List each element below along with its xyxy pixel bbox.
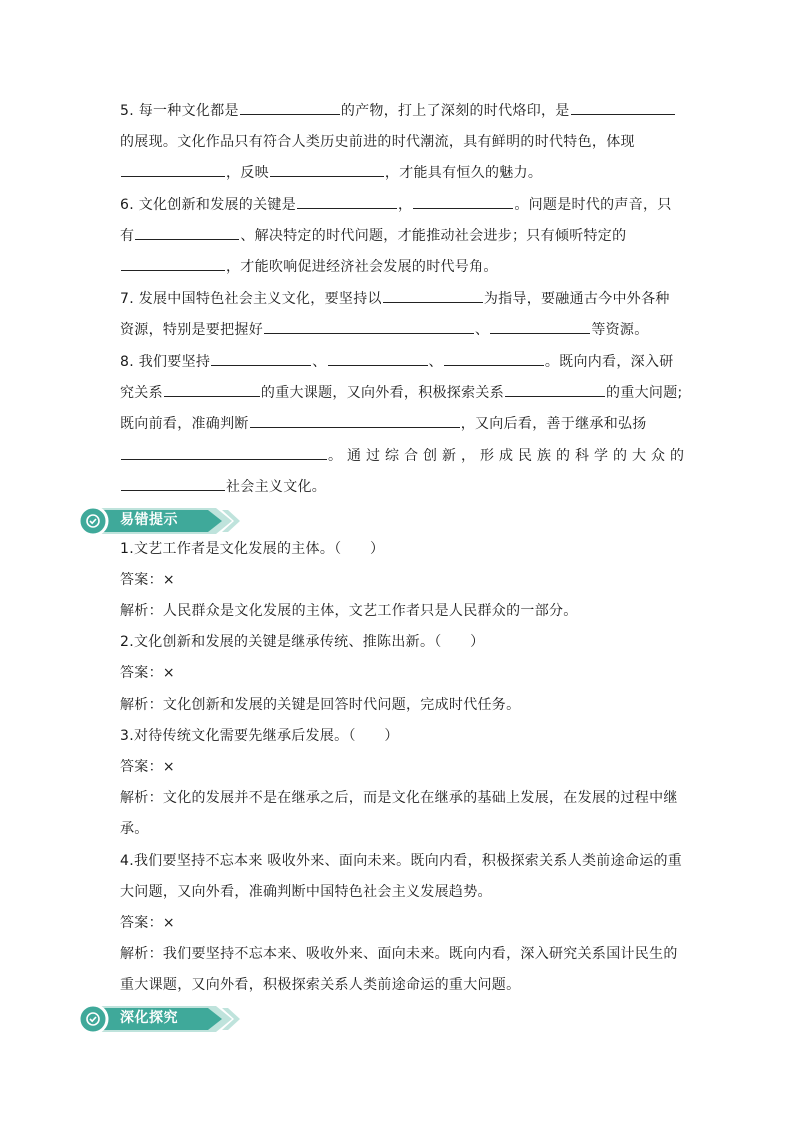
error-question-2: 2.文化创新和发展的关键是继承传统、推陈出新。（ ）	[120, 634, 485, 650]
q5-text: 的展现。文化作品只有符合人类历史前进的时代潮流，具有鲜明的时代特色，体现	[120, 134, 635, 150]
q8-line-2	[120, 378, 683, 409]
fill-blank[interactable]	[250, 410, 460, 428]
fill-blank[interactable]	[413, 191, 513, 209]
error-question-4: 4.我们要坚持不忘本来 吸收外来、面向未来。既向内看，积极探索关系人类前途命运的重	[120, 853, 683, 869]
checkmark-icon	[85, 513, 101, 529]
q6-text: 、解决特定的时代问题，才能推动社会进步；只有倾听特定的	[240, 228, 627, 244]
q7-text: 资源，特别是要把握好	[120, 322, 263, 338]
q5-text: ，才能具有恒久的魅力。	[384, 165, 543, 181]
fill-blank[interactable]	[121, 253, 225, 271]
fill-blank[interactable]	[328, 348, 428, 366]
q5-text: 5. 每一种文化都是	[120, 103, 239, 119]
explanation-3: 解析：文化的发展并不是在继承之后，而是文化在继承的基础上发展，在发展的过程中继	[120, 790, 678, 806]
section-title: 深化探究	[120, 1010, 178, 1026]
q8-text: 。通过综合创新，形成民族的科学的大众的	[328, 448, 689, 464]
q6-line-2	[120, 221, 680, 252]
fill-blank[interactable]	[490, 316, 590, 334]
fill-blank[interactable]	[121, 442, 327, 460]
q5-text: ，反映	[226, 165, 269, 181]
fill-blank[interactable]	[297, 191, 397, 209]
section-banner-error-tips	[76, 504, 246, 538]
q8-line-4	[120, 441, 689, 472]
explanation-4-cont: 重大课题，又向外看，积极探索关系人类前途命运的重大问题。	[120, 977, 521, 993]
q6-line-1	[120, 190, 680, 221]
q7-line-1	[120, 284, 680, 315]
q8-line-3	[120, 409, 680, 440]
explanation-2: 解析：文化创新和发展的关键是回答时代问题，完成时代任务。	[120, 697, 521, 713]
q6-text: ，才能吹响促进经济社会发展的时代号角。	[226, 259, 498, 275]
q8-text: 8. 我们要坚持	[120, 354, 211, 370]
fill-blank[interactable]	[264, 316, 474, 334]
q8-line-1	[120, 347, 680, 378]
q5-line-1	[120, 96, 680, 127]
error-question-3: 3.对待传统文化需要先继承后发展。（ ）	[120, 728, 399, 744]
fill-blank[interactable]	[211, 348, 311, 366]
q7-text: 、	[475, 322, 490, 338]
fill-blank[interactable]	[240, 97, 340, 115]
q6-text: 有	[120, 228, 135, 244]
q8-text: ，又向后看，善于继承和弘扬	[460, 416, 647, 432]
fill-blank[interactable]	[383, 285, 483, 303]
explanation-1: 解析：人民群众是文化发展的主体，文艺工作者只是人民群众的一部分。	[120, 603, 578, 619]
q6-text: 。问题是时代的声音，只	[514, 197, 672, 213]
q8-text: 、	[312, 354, 327, 370]
q6-text: ，	[398, 197, 413, 213]
fill-blank[interactable]	[444, 348, 544, 366]
fill-blank[interactable]	[164, 379, 260, 397]
q6-line-3	[120, 252, 680, 283]
answer-2: 答案：×	[120, 665, 175, 681]
fill-blank[interactable]	[270, 159, 384, 177]
q5-text: 的产物，打上了深刻的时代烙印，是	[340, 103, 570, 119]
fill-blank[interactable]	[135, 222, 239, 240]
explanation-4: 解析：我们要坚持不忘本来、吸收外来、面向未来。既向内看，深入研究关系国计民生的	[120, 946, 678, 962]
fill-blank[interactable]	[571, 97, 675, 115]
q8-line-5	[120, 472, 680, 503]
q7-text: 7. 发展中国特色社会主义文化，要坚持以	[120, 291, 382, 307]
answer-1: 答案：×	[120, 572, 175, 588]
q7-text: 等资源。	[591, 322, 649, 338]
q6-text: 6. 文化创新和发展的关键是	[120, 197, 297, 213]
error-question-4-cont: 大问题，又向外看，准确判断中国特色社会主义发展趋势。	[120, 884, 492, 900]
explanation-3-cont: 承。	[120, 821, 149, 837]
answer-4: 答案：×	[120, 915, 175, 931]
q8-text: 既向前看，准确判断	[120, 416, 249, 432]
fill-blank[interactable]	[121, 159, 225, 177]
q8-text: 。既向内看，深入研	[544, 354, 674, 370]
answer-3: 答案：×	[120, 759, 175, 775]
q8-text: 的重大课题，又向外看，积极探索关系	[260, 385, 505, 401]
q8-text: 的重大问题;	[606, 385, 683, 401]
q8-text: 社会主义文化。	[226, 479, 327, 495]
fill-blank[interactable]	[505, 379, 605, 397]
q7-line-2	[120, 315, 680, 346]
checkmark-icon	[85, 1011, 101, 1027]
q8-text: 、	[428, 354, 443, 370]
section-title: 易错提示	[120, 512, 178, 528]
q7-text: 为指导，要融通古今中外各种	[483, 291, 670, 307]
q5-line-2	[120, 127, 680, 158]
fill-blank[interactable]	[121, 473, 225, 491]
q5-line-3	[120, 158, 680, 189]
error-question-1: 1.文艺工作者是文化发展的主体。（ ）	[120, 541, 385, 557]
q8-text: 究关系	[120, 385, 163, 401]
section-banner-deep-inquiry	[76, 1002, 246, 1036]
